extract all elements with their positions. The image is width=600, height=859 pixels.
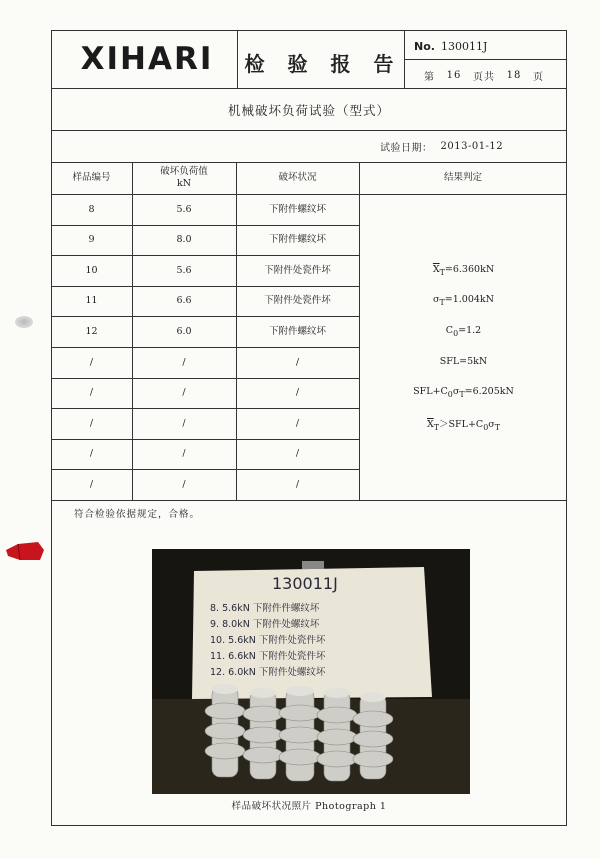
board-title: 130011J (272, 574, 338, 593)
page-mid: 页共 (472, 71, 495, 83)
cell-sample-id: / (89, 478, 94, 490)
col-header-failure-mode: 破坏状况 (278, 172, 317, 184)
cell-failure-mode: / (295, 448, 300, 460)
board-line: 9. 8.0kN 下附件处螺纹坏 (210, 619, 320, 630)
result-c0: $C_0=1.2$ (445, 325, 482, 338)
test-date (380, 134, 560, 158)
cell-failing-load: / (182, 417, 186, 429)
cell-failure-mode: / (295, 417, 300, 429)
result-comparison: $\overline{X}_T>SFL+C_0\sigma_T$ (427, 419, 500, 432)
cell-failing-load: 5.6 (176, 264, 192, 276)
col-header-failing-load: 破坏负荷值 kN (160, 166, 208, 189)
report-title: 检 验 报 告 (244, 51, 402, 76)
cell-failure-mode: / (295, 478, 300, 490)
page-counter (424, 64, 564, 86)
cell-failing-load: / (182, 356, 186, 368)
insulator-samples (205, 684, 393, 781)
cell-failing-load: 5.6 (176, 203, 192, 215)
cell-sample-id: / (89, 387, 94, 399)
cell-failure-mode: 下附件处瓷件坏 (264, 264, 331, 276)
conclusion-text: 符合检验依据规定，合格。 (74, 509, 201, 520)
result-sigma: $\sigma_T=1.004kN$ (432, 294, 494, 307)
cell-failure-mode: 下附件螺纹坏 (268, 325, 326, 337)
cell-failing-load: / (182, 448, 186, 460)
result-judgement (360, 194, 567, 500)
page-total: 18 (506, 69, 522, 81)
cell-failing-load: 6.0 (176, 325, 192, 337)
cell-failing-load: / (182, 478, 186, 490)
col-header-result: 结果判定 (443, 172, 482, 184)
board-line: 11. 6.6kN 下附件处瓷件坏 (210, 651, 326, 662)
board-line: 12. 6.0kN 下附件处螺纹坏 (210, 667, 326, 678)
board-line: 8. 5.6kN 下附件件螺纹坏 (210, 603, 320, 614)
result-mean: $\overline{X}_T=6.360kN$ (432, 264, 495, 277)
company-logo: XIHARI (80, 41, 214, 77)
cell-failing-load: 8.0 (176, 234, 192, 246)
test-date-label: 试验日期： (380, 142, 433, 154)
cell-failure-mode: 下附件螺纹坏 (268, 203, 326, 215)
photo-scene (152, 549, 470, 794)
page-suffix: 页 (532, 71, 544, 83)
cell-sample-id: / (89, 448, 94, 460)
cell-failure-mode: / (295, 356, 300, 368)
cell-sample-id: / (89, 417, 94, 429)
report-number-label: No. (414, 39, 435, 53)
page-current: 16 (446, 69, 462, 81)
cell-sample-id: / (89, 356, 94, 368)
col-header-sample-id: 样品编号 (72, 172, 111, 184)
cell-failure-mode: 下附件螺纹坏 (268, 234, 326, 246)
result-sfl-plus: $SFL+C_0\sigma_T=6.205kN$ (413, 386, 514, 399)
report-number (414, 34, 487, 58)
photo-caption: 样品破坏状况照片 Photograph 1 (231, 801, 387, 812)
cell-sample-id: 9 (88, 234, 95, 246)
cell-sample-id: 8 (88, 203, 95, 215)
report-number-value: 130011J (440, 39, 488, 53)
red-seal-tag-icon (4, 538, 46, 564)
section-title: 机械破坏负荷试验（型式） (227, 103, 390, 118)
punch-hole (15, 316, 33, 328)
cell-failing-load: 6.6 (176, 295, 192, 307)
sample-photograph (152, 549, 470, 794)
page-prefix: 第 (424, 71, 435, 83)
test-date-value: 2013-01-12 (440, 140, 504, 152)
cell-failure-mode: / (295, 387, 300, 399)
cell-sample-id: 10 (85, 264, 98, 276)
cell-failure-mode: 下附件处瓷件坏 (264, 295, 331, 307)
board-line: 10. 5.6kN 下附件处瓷件坏 (210, 635, 326, 646)
cell-sample-id: 12 (85, 325, 98, 337)
cell-sample-id: 11 (85, 295, 98, 307)
result-sfl: SFL=5kN (439, 356, 488, 367)
cell-failing-load: / (182, 387, 186, 399)
